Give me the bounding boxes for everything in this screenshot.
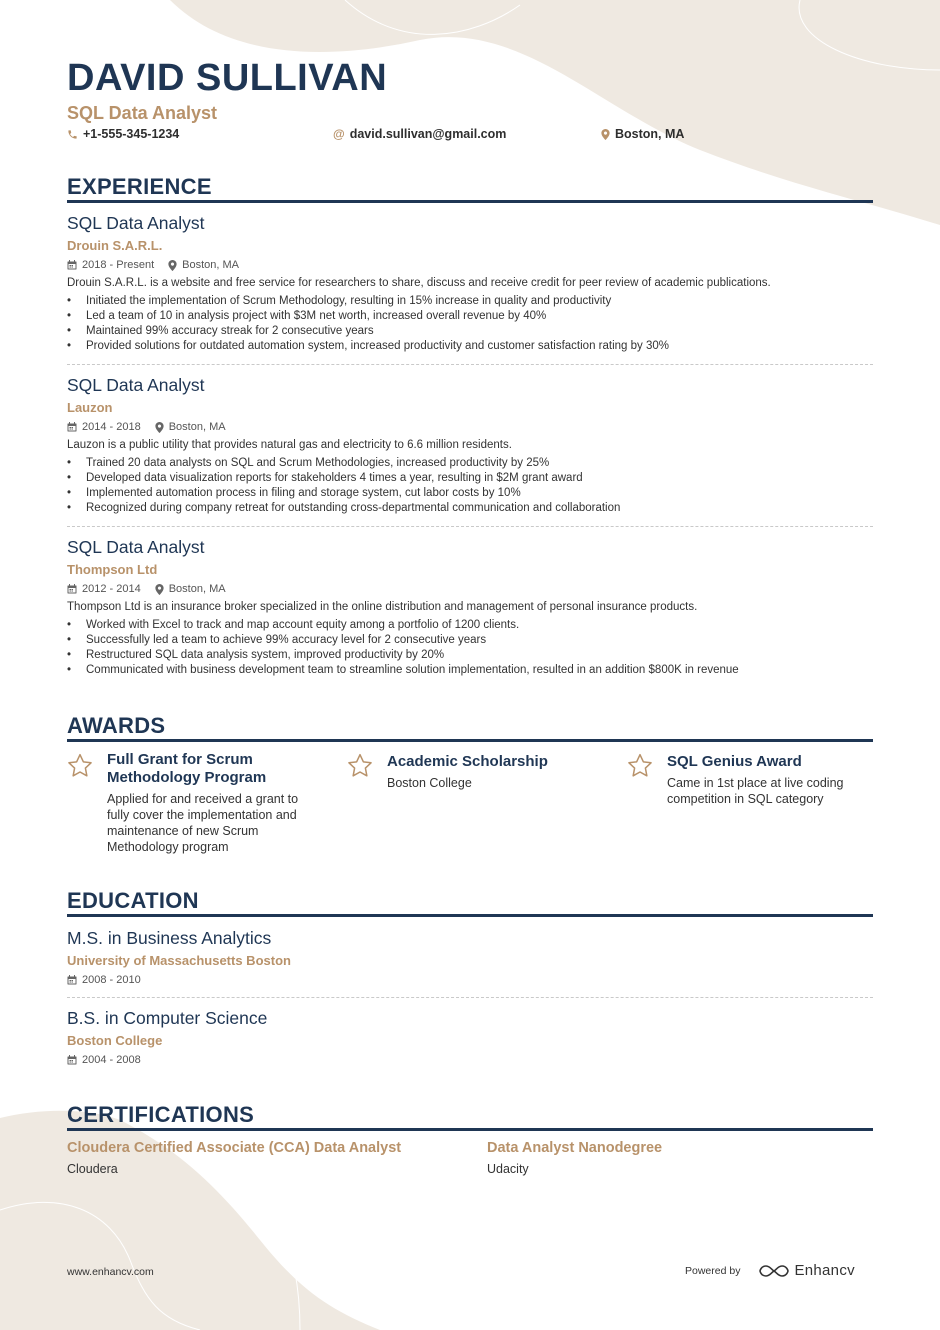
achievement-list	[67, 618, 873, 678]
certification-item	[487, 1138, 662, 1178]
candidate-name: DAVID SULLIVAN	[67, 57, 388, 99]
email-text: david.sullivan@gmail.com	[349, 127, 507, 141]
achievement-list	[67, 294, 873, 354]
experience-entry	[67, 536, 873, 678]
entry-divider	[67, 364, 873, 365]
star-icon	[347, 753, 373, 778]
school-name: Boston College	[67, 1033, 163, 1048]
at-icon: @	[333, 127, 345, 141]
brand-name: Enhancv	[794, 1262, 855, 1279]
experience-entry	[67, 374, 873, 516]
certifications-rule	[67, 1128, 873, 1131]
list-item: • Implemented automation process in filing and storage system, cut labor costs by 10%	[67, 486, 873, 501]
calendar-icon	[67, 584, 77, 594]
education-meta	[67, 1052, 873, 1068]
entry-divider	[67, 526, 873, 527]
list-item: • Maintained 99% accuracy streak for 2 consecutive years	[67, 324, 873, 339]
calendar-icon	[67, 422, 77, 432]
list-item: • Developed data visualization reports for stakeholders 4 times a year, resulting in $2M grant award	[67, 471, 873, 486]
experience-heading: EXPERIENCE	[67, 174, 212, 199]
degree-title: M.S. in Business Analytics	[67, 928, 272, 948]
list-item: • Trained 20 data analysts on SQL and Scrum Methodologies, increased productivity by 25%	[67, 456, 873, 471]
job-title: SQL Data Analyst	[67, 375, 205, 395]
company-name: Drouin S.A.R.L.	[67, 238, 163, 253]
powered-by-text: Powered by	[685, 1264, 741, 1277]
contact-bar	[67, 127, 873, 145]
award-description: Came in 1st place at live coding competition in SQL category	[667, 776, 844, 806]
award-item	[67, 751, 307, 855]
list-item: • Successfully led a team to achieve 99% accuracy level for 2 consecutive years	[67, 633, 873, 648]
award-title: Full Grant for Scrum Methodology Program	[107, 751, 267, 786]
calendar-icon	[67, 975, 77, 985]
job-location: Boston, MA	[168, 421, 226, 433]
experience-rule	[67, 200, 873, 203]
education-entry	[67, 927, 873, 988]
job-dates: 2014 - 2018	[82, 421, 141, 433]
education-dates: 2008 - 2010	[82, 974, 141, 986]
calendar-icon	[67, 1055, 77, 1065]
award-title: Academic Scholarship	[387, 753, 548, 770]
certification-issuer: Udacity	[487, 1162, 529, 1176]
list-item: • Communicated with business development team to streamline solution implementation, resulted in an addition $800K in revenue	[67, 663, 873, 678]
list-item: • Recognized during company retreat for outstanding cross-departmental communication and collaboration	[67, 501, 873, 516]
job-title: SQL Data Analyst	[67, 213, 205, 233]
degree-title: B.S. in Computer Science	[67, 1008, 268, 1028]
job-title: SQL Data Analyst	[67, 537, 205, 557]
calendar-icon	[67, 260, 77, 270]
education-entry	[67, 1007, 873, 1068]
awards-rule	[67, 739, 873, 742]
contact-email[interactable]	[333, 127, 506, 141]
awards-heading: AWARDS	[67, 713, 166, 738]
job-meta	[67, 257, 873, 273]
certification-issuer: Cloudera	[67, 1162, 118, 1176]
achievement-list	[67, 456, 873, 516]
location-pin-icon	[155, 584, 164, 595]
job-dates: 2018 - Present	[82, 259, 155, 271]
company-description: Lauzon is a public utility that provides natural gas and electricity to 6.6 million residents.	[67, 439, 512, 451]
location-pin-icon	[168, 260, 177, 271]
certification-title: Data Analyst Nanodegree	[487, 1140, 663, 1156]
infinity-logo-icon	[758, 1263, 790, 1279]
certification-title: Cloudera Certified Associate (CCA) Data Analyst	[67, 1140, 402, 1156]
location-text: Boston, MA	[615, 127, 685, 141]
certifications-heading: CERTIFICATIONS	[67, 1102, 255, 1127]
company-name: Lauzon	[67, 400, 113, 415]
candidate-role: SQL Data Analyst	[67, 103, 218, 123]
education-rule	[67, 914, 873, 917]
star-icon	[627, 753, 653, 778]
company-name: Thompson Ltd	[67, 562, 158, 577]
award-description: Boston College	[387, 776, 472, 790]
education-meta	[67, 972, 873, 988]
job-meta	[67, 419, 873, 435]
education-dates: 2004 - 2008	[82, 1054, 141, 1066]
footer-branding[interactable]	[685, 1262, 855, 1279]
contact-location	[601, 127, 684, 141]
list-item: • Provided solutions for outdated automation system, increased productivity and customer satisfaction rating by 30%	[67, 339, 873, 354]
list-item: • Led a team of 10 in analysis project with $3M net worth, increased overall revenue by 40%	[67, 309, 873, 324]
job-location: Boston, MA	[182, 259, 240, 271]
school-name: University of Massachusetts Boston	[67, 953, 291, 968]
award-title: SQL Genius Award	[667, 753, 802, 770]
job-meta	[67, 581, 873, 597]
certification-item	[67, 1138, 401, 1178]
star-icon	[67, 753, 93, 778]
award-item	[347, 751, 587, 791]
enhancv-logo	[758, 1262, 854, 1279]
location-pin-icon	[155, 422, 164, 433]
job-location: Boston, MA	[168, 583, 226, 595]
phone-text: +1-555-345-1234	[83, 127, 180, 141]
list-item: • Worked with Excel to track and map account equity among a portfolio of 1200 clients.	[67, 618, 873, 633]
award-description: Applied for and received a grant to fully cover the implementation and maintenance of new Scrum Methodology program	[107, 792, 299, 854]
footer-url[interactable]: www.enhancv.com	[67, 1266, 154, 1278]
company-description: Drouin S.A.R.L. is a website and free service for researchers to share, discuss and receive credit for peer review of academic publications.	[67, 277, 771, 289]
company-description: Thompson Ltd is an insurance broker specialized in the online distribution and management of personal insurance products.	[67, 601, 698, 613]
experience-entry	[67, 212, 873, 354]
location-pin-icon	[601, 129, 610, 140]
entry-divider	[67, 997, 873, 998]
phone-icon	[67, 129, 78, 140]
job-dates: 2012 - 2014	[82, 583, 141, 595]
education-heading: EDUCATION	[67, 888, 199, 913]
list-item: • Restructured SQL data analysis system, improved productivity by 20%	[67, 648, 873, 663]
list-item: • Initiated the implementation of Scrum Methodology, resulting in 15% increase in quality and productivity	[67, 294, 873, 309]
contact-phone[interactable]	[67, 127, 179, 141]
award-item	[627, 751, 867, 807]
